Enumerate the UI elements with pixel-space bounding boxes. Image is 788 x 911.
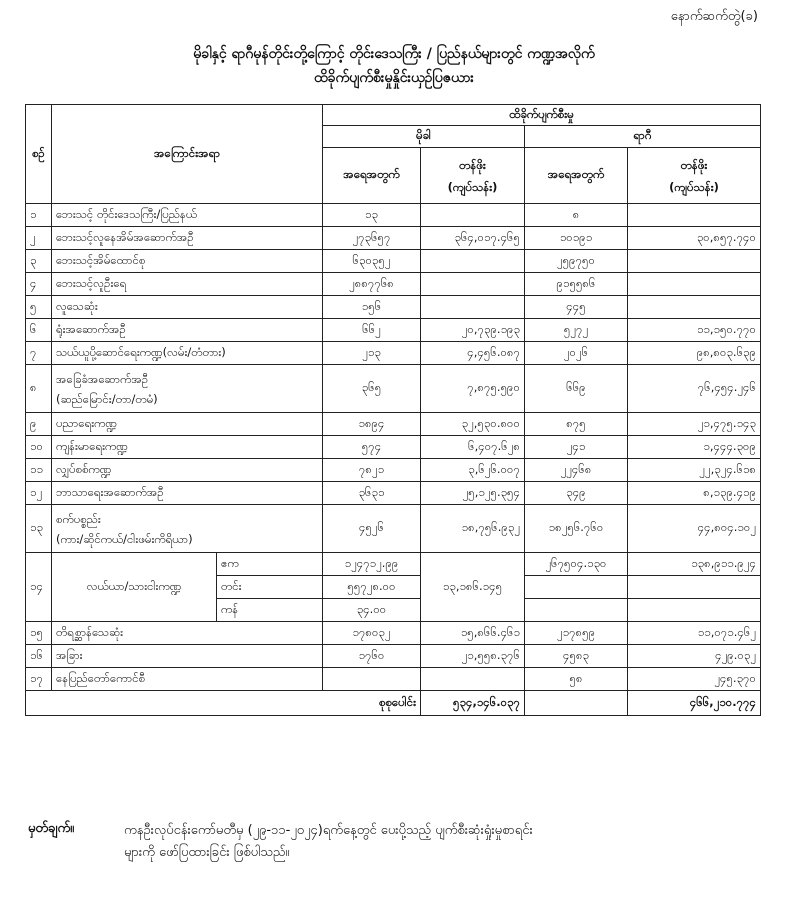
mocha-count: ၁၇၆၀ [323,645,421,668]
row-no: ၈ [26,365,52,413]
row-subject: ဘေးသင့်လူနေအိမ်အဆောက်အဦ [52,227,323,250]
row-subject: ဘာသာရေးအဆောက်အဦ [52,482,323,505]
yagi-value [628,296,761,319]
mocha-value: ၁၃,၁၈၆.၁၄၅ [421,553,525,622]
yagi-count: ၄၄၅ [525,296,628,319]
mocha-count: ၁၅၆ [323,296,421,319]
yagi-count: ၉၁၅၅၈၆ [525,273,628,296]
yagi-value [628,250,761,273]
mocha-value: ၄,၄၅၆.၀၈၇ [421,342,525,365]
yagi-value [628,273,761,296]
mocha-count: ၂၁၃ [323,342,421,365]
mocha-count: ၁၇၈၀၃၂ [323,622,421,645]
yagi-count: ၁၀၁၉၁ [525,227,628,250]
header-value-label: တန်ဖိုး [680,157,708,172]
yagi-count: ၂၅၉၇၅၀ [525,250,628,273]
row-no: ၆ [26,319,52,342]
yagi-count: ၅၂၇၂ [525,319,628,342]
row-no: ၅ [26,296,52,319]
mocha-value [421,668,525,691]
row-subject-line2: (ကား/ဆိုင်ကယ်/ငါးဖမ်းကိရိယာ) [56,531,193,546]
table-row [26,250,761,273]
yagi-value [628,599,761,622]
row-no: ၁၀ [26,436,52,459]
yagi-value: ၄၂၉.၀၃၂ [628,645,761,668]
mocha-count [323,668,421,691]
table-row [26,413,761,436]
row-subject: ရုံးအဆောက်အဦ [52,319,323,342]
mocha-value [421,273,525,296]
mocha-value: ၃,၆၂၆.၀၀၇ [421,459,525,482]
yagi-value: ၁၃၈,၉၁၁.၉၂၄ [628,553,761,576]
mocha-count: ၅၇၄ [323,436,421,459]
yagi-value: ၇၆,၄၅၄.၂၄၆ [628,365,761,413]
row-no: ၁၂ [26,482,52,505]
unit-label: ဧက [217,553,323,576]
total-yagi-count [525,691,628,716]
mocha-value: ၁၅,၈၆၆.၄၆၁ [421,622,525,645]
table-row [26,319,761,342]
mocha-count: ၁၂၄၇၁၂.၉၉ [323,553,421,576]
row-subject: တိရစ္ဆာန်သေဆုံး [52,622,323,645]
header-value-unit: (ကျပ်သန်း) [669,179,719,194]
table-row [26,482,761,505]
table-row [26,645,761,668]
damage-comparison-table [25,104,761,716]
mocha-count: ၁၃ [323,204,421,227]
row-no: ၁၁ [26,459,52,482]
mocha-count: ၅၅၇၂၈.၀၀ [323,576,421,599]
row-subject: လျှပ်စစ်ကဏ္ဍ [52,459,323,482]
table-row [26,204,761,227]
row-subject: လယ်ယာ/သားငါးကဏ္ဍ [52,553,217,622]
row-no: ၃ [26,250,52,273]
yagi-value: ၈,၁၃၉.၄၁၉ [628,482,761,505]
header-damage: ထိခိုက်ပျက်စီးမှု [323,105,761,126]
yagi-count: ၂၁၇၈၅၉ [525,622,628,645]
page-title-line2: ထိခိုက်ပျက်စီးမှုနှိုင်းယှဉ်ပြဇယား [314,70,474,86]
note-text [124,820,764,864]
table-row [26,273,761,296]
yagi-value: ၁,၄၄၄.၃၀၉ [628,436,761,459]
yagi-count [525,599,628,622]
yagi-value: ၁၁,၀၇၁.၄၆၂ [628,622,761,645]
header-yagi: ရာဂီ [525,126,761,148]
yagi-value [628,204,761,227]
yagi-count [525,576,628,599]
yagi-count: ၂၀၂၆ [525,342,628,365]
yagi-value: ၂၁,၄၇၅.၁၄၃ [628,413,761,436]
table-row [26,365,761,413]
header-no: စဉ် [26,105,52,204]
total-yagi-value: ၄၆၆,၂၁၀.၇၇၄ [628,691,761,716]
mocha-value: ၆,၄၀၇.၆၂၈ [421,436,525,459]
page-title-line1: မိုခါနှင့် ရာဂီမုန်တိုင်းတို့ကြောင့် တိုင်းဒေသကြီး / ပြည်နယ်များတွင် ကဏ္ဍအလိုက် [193,46,595,62]
row-no: ၇ [26,342,52,365]
row-subject: ဘေးသင့်လူဦးရေ [52,273,323,296]
header-mocha-count: အရေအတွက် [323,148,421,204]
yagi-count: ၃၄၉ [525,482,628,505]
table-row [26,505,761,553]
yagi-count: ၆၆၉ [525,365,628,413]
row-subject: အခြား [52,645,323,668]
mocha-value: ၁၈,၇၅၆.၉၃၂ [421,505,525,553]
row-no: ၄ [26,273,52,296]
table-row [26,227,761,250]
yagi-value: ၂၂,၃၂၄.၆၁၈ [628,459,761,482]
yagi-count: ၂၄၁ [525,436,628,459]
mocha-value [421,250,525,273]
yagi-value: ၄၄,၈၀၄.၁၀၂ [628,505,761,553]
yagi-count: ၁၈၂၅၆.၇၆၀ [525,505,628,553]
row-no: ၁၃ [26,505,52,553]
mocha-count: ၂၇၃၆၅၇ [323,227,421,250]
header-mocha-value [421,148,525,204]
table-row [26,296,761,319]
row-subject [52,505,323,553]
row-subject: ဘေးသင့် တိုင်းဒေသကြီး/ပြည်နယ် [52,204,323,227]
yagi-value: ၃၀,၈၅၇.၇၄၀ [628,227,761,250]
header-value-label: တန်ဖိုး [459,157,486,172]
table-row [26,459,761,482]
header-value-unit: (ကျပ်သန်း) [447,179,498,194]
header-yagi-count: အရေအတွက် [525,148,628,204]
header-yagi-value [628,148,761,204]
mocha-value: ၇,၈၇၅.၅၉၀ [421,365,525,413]
mocha-value: ၃၆၄,၀၁၇.၄၆၅ [421,227,525,250]
table-row [26,436,761,459]
row-subject-line1: အခြေခံအဆောက်အဦ [56,371,149,386]
row-no: ၁၄ [26,553,52,622]
mocha-value: ၂၁,၅၅၈.၃၇၆ [421,645,525,668]
yagi-count: ၂၂၄၆၈ [525,459,628,482]
yagi-count: ၈၇၅ [525,413,628,436]
yagi-count: ၄၅၈၃ [525,645,628,668]
note-line1: ကနဦးလုပ်ငန်းကော်မတီမှ (၂၉-၁၁-၂၀၂၄)ရက်နေ့တွင် ပေးပို့သည့် ပျက်စီးဆုံးရှုံးမှုစာရင်း [124,823,533,838]
yagi-count: ၅၈ [525,668,628,691]
mocha-count: ၃၆၅ [323,365,421,413]
yagi-value: ၂၄၅.၃၇၀ [628,668,761,691]
row-subject-line1: စက်ပစ္စည်း [56,511,101,526]
row-no: ၁ [26,204,52,227]
yagi-count: ၈ [525,204,628,227]
mocha-count: ၁၈၉၄ [323,413,421,436]
total-label: စုစုပေါင်း [26,691,421,716]
row-subject: ပညာရေးကဏ္ဍ [52,413,323,436]
total-mocha-value: ၅၃၄,၁၄၆.၀၃၇ [421,691,525,716]
mocha-count: ၆၆၂ [323,319,421,342]
mocha-count: ၃၄.၀၀ [323,599,421,622]
unit-label: ကန် [217,599,323,622]
row-subject-line2: (ဆည်မြောင်း/တာ/တမံ) [56,391,158,406]
mocha-value: ၂၀,၇၃၉.၁၉၃ [421,319,525,342]
row-subject: လူသေဆုံး [52,296,323,319]
table-row [26,622,761,645]
mocha-value [421,204,525,227]
row-no: ၁၆ [26,645,52,668]
annex-label: နောက်ဆက်တွဲ(ခ) [670,9,758,24]
mocha-count: ၃၆၃၁ [323,482,421,505]
table-row [26,553,761,576]
mocha-count: ၄၅၂၆ [323,505,421,553]
row-no: ၉ [26,413,52,436]
mocha-value: ၂၅,၁၂၅.၃၅၄ [421,482,525,505]
row-no: ၁၅ [26,622,52,645]
yagi-value: ၉၈,၈၀၃.၆၃၉ [628,342,761,365]
row-no: ၁၇ [26,668,52,691]
row-subject: ဘေးသင့်အိမ်ထောင်စု [52,250,323,273]
yagi-count: ၂၆၇၅၀၄.၁၃၀ [525,553,628,576]
note-line2: များကို ဖော်ပြထားခြင်း ဖြစ်ပါသည်။ [124,845,290,860]
mocha-count: ၇၈၂၁ [323,459,421,482]
row-subject: နေပြည်တော်ကောင်စီ [52,668,323,691]
unit-label: တင်း [217,576,323,599]
row-no: ၂ [26,227,52,250]
header-mocha: မိုခါ [323,126,525,148]
mocha-value [421,296,525,319]
header-subject: အကြောင်းအရာ [52,105,323,204]
row-subject: သယ်ယူပို့ဆောင်ရေးကဏ္ဍ(လမ်း/တံတား) [52,342,323,365]
mocha-count: ၆၃၀၃၅၂ [323,250,421,273]
note-label: မှတ်ချက်။ [28,821,75,836]
table-row [26,668,761,691]
row-subject: ကျန်းမာရေးကဏ္ဍ [52,436,323,459]
mocha-value: ၃၂,၅၃၀.၈၀၀ [421,413,525,436]
mocha-count: ၂၈၈၇၇၆၈ [323,273,421,296]
total-row [26,691,761,716]
yagi-value [628,576,761,599]
yagi-value: ၁၁,၁၅၀.၇၇၀ [628,319,761,342]
table-row [26,342,761,365]
row-subject [52,365,323,413]
